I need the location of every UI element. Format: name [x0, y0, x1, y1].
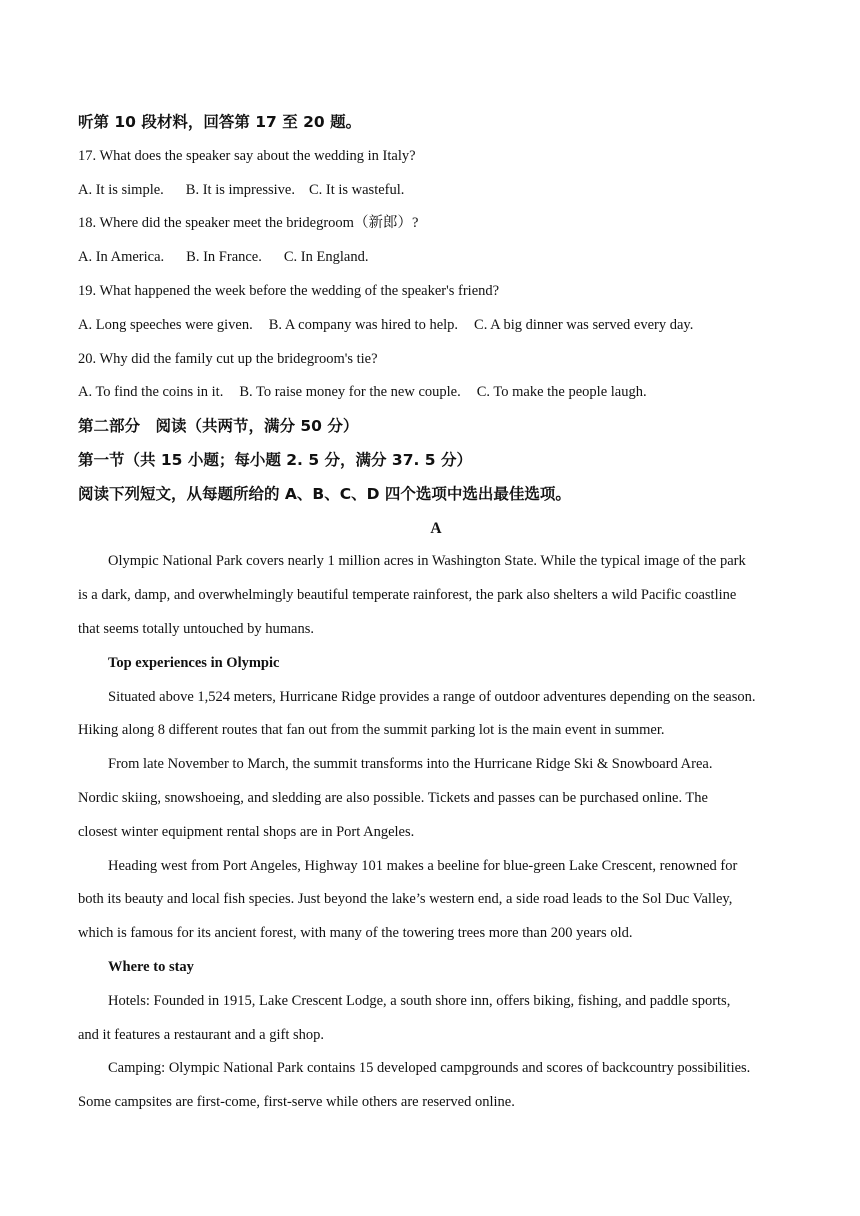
subheading-top-experiences: Top experiences in Olympic	[108, 654, 280, 671]
passage-line: which is famous for its ancient forest, with many of the towering trees more than 200 years old.	[78, 925, 633, 942]
option-b: B. In France.	[186, 249, 262, 266]
question-20-options	[78, 376, 794, 410]
passage-label: A	[430, 519, 442, 537]
passage-line: Situated above 1,524 meters, Hurricane Ridge provides a range of outdoor adventures depending on the season.	[108, 688, 756, 705]
passage-line: Nordic skiing, snowshoeing, and sledding are also possible. Tickets and passes can be purchased online. The	[78, 789, 708, 806]
passage-line: is a dark, damp, and overwhelmingly beautiful temperate rainforest, the park also shelters a wild Pacific coastline	[78, 587, 737, 604]
question-18: 18. Where did the speaker meet the bridegroom（新郎）?	[78, 215, 419, 232]
passage-line: and it features a restaurant and a gift shop.	[78, 1026, 325, 1043]
option-c: C. A big dinner was served every day.	[474, 316, 694, 333]
question-17-options	[78, 174, 794, 208]
passage-line: Hotels: Founded in 1915, Lake Crescent Lodge, a south shore inn, offers biking, fishing, and paddle sports,	[108, 992, 731, 1009]
question-19: 19. What happened the week before the wedding of the speaker's friend?	[78, 282, 500, 299]
question-19-options	[78, 309, 794, 343]
exam-page	[78, 106, 794, 1120]
option-c: C. To make the people laugh.	[476, 384, 647, 401]
passage-line: both its beauty and local fish species. Just beyond the lake’s western end, a side road leads to the Sol Duc Valley,	[78, 891, 733, 908]
subheading-where-to-stay: Where to stay	[108, 958, 194, 975]
question-20: 20. Why did the family cut up the bridegroom's tie?	[78, 350, 378, 367]
passage-line: From late November to March, the summit transforms into the Hurricane Ridge Ski & Snowboard Area.	[108, 756, 713, 773]
listening-instruction: 听第 10 段材料，回答第 17 至 20 题。	[78, 113, 362, 131]
option-c: C. It is wasteful.	[308, 181, 405, 198]
passage-line: Olympic National Park covers nearly 1 million acres in Washington State. While the typical image of the park	[108, 553, 746, 570]
passage-line: that seems totally untouched by humans.	[78, 620, 314, 637]
option-c: C. In England.	[283, 249, 369, 266]
reading-section-title: 第一节（共 15 小题；每小题 2. 5 分，满分 37. 5 分）	[78, 450, 472, 469]
option-b: B. To raise money for the new couple.	[239, 384, 461, 401]
option-a: A. Long speeches were given.	[78, 316, 253, 333]
option-b: B. A company was hired to help.	[268, 316, 459, 333]
question-17: 17. What does the speaker say about the wedding in Italy?	[78, 147, 416, 164]
reading-part-title: 第二部分 阅读（共两节，满分 50 分）	[78, 417, 359, 436]
passage-line: Heading west from Port Angeles, Highway 101 makes a beeline for blue-green Lake Crescent, renowned for	[108, 857, 738, 874]
option-a: A. In America.	[78, 249, 165, 266]
reading-instruction: 阅读下列短文，从每题所给的 A、B、C、D 四个选项中选出最佳选项。	[78, 484, 571, 503]
passage-line: closest winter equipment rental shops are in Port Angeles.	[78, 823, 415, 840]
option-a: A. To find the coins in it.	[78, 384, 224, 401]
question-18-options	[78, 241, 794, 275]
option-a: A. It is simple.	[78, 181, 164, 198]
passage-line: Some campsites are first-come, first-serve while others are reserved online.	[78, 1094, 515, 1111]
passage-line: Camping: Olympic National Park contains 15 developed campgrounds and scores of backcountry possibilities.	[108, 1060, 751, 1077]
option-b: B. It is impressive.	[185, 181, 295, 198]
passage-line: Hiking along 8 different routes that fan out from the summit parking lot is the main event in summer.	[78, 722, 665, 739]
